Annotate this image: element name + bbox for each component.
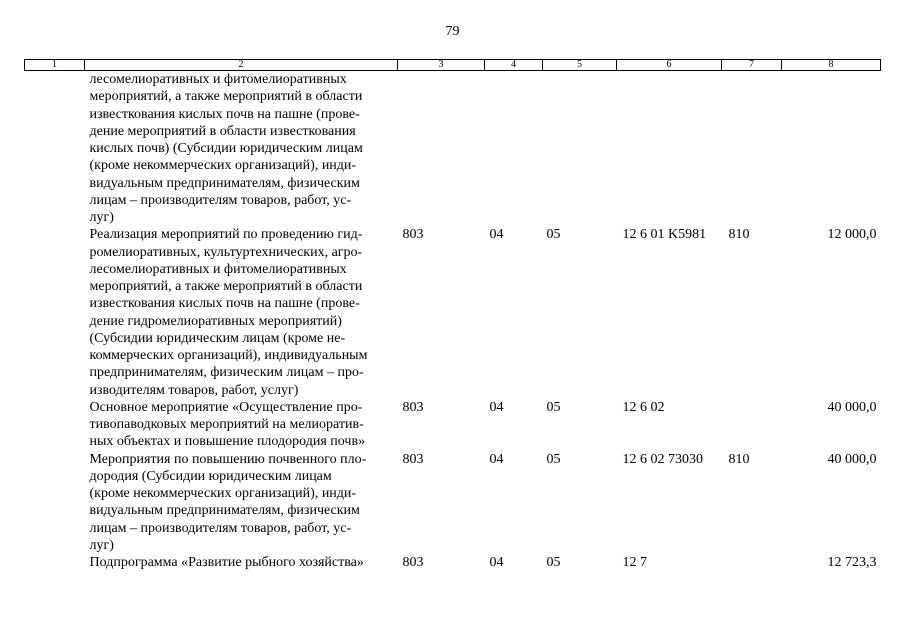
- column-header-8: 8: [782, 60, 881, 71]
- description-line: Подпрограмма «Развитие рыбного хозяйства»: [89, 555, 364, 570]
- amount-cell: [782, 71, 881, 227]
- description-line: мероприятий, а также мероприятий в области: [89, 279, 363, 294]
- subsection-code-cell: 05: [546, 451, 561, 467]
- description-line: предпринимателям, физическим лицам – про-: [89, 365, 364, 381]
- description-line: видуальным предпринимателям, физическим: [89, 503, 360, 519]
- table-body: [25, 71, 881, 572]
- row-number-cell: [25, 226, 85, 399]
- description-line: дение мероприятий в области известкования: [89, 123, 356, 139]
- description-line: лесомелиоративных и фитомелиоративных: [89, 261, 347, 277]
- table-row: [25, 226, 881, 399]
- description-line: дородия (Субсидии юридическим лицам: [89, 468, 332, 484]
- table-row: [25, 399, 881, 451]
- expense-type-cell: [722, 71, 782, 227]
- description-line: ных объектах и повышение плодородия почв»: [89, 434, 366, 450]
- row-number-cell: [25, 554, 85, 571]
- grbs-code-cell: 803: [402, 451, 424, 467]
- description-line: (кроме некоммерческих организаций), инди-: [89, 486, 357, 501]
- column-header-3: 3: [398, 60, 485, 71]
- section-code-cell: 04: [489, 451, 504, 467]
- description-line: мероприятий, а также мероприятий в области: [89, 89, 363, 105]
- description-line: известкования кислых почв на пашне (прове-: [89, 106, 360, 122]
- description-line: луг): [89, 537, 114, 553]
- table-row: [25, 71, 881, 227]
- description-line: (кроме некоммерческих организаций), инди-: [89, 158, 357, 174]
- description-line: видуальным предпринимателям, физическим: [89, 175, 360, 191]
- description-line: лицам – производителям товаров, работ, ус-: [89, 520, 352, 536]
- amount-cell: 12 000,0: [827, 227, 877, 243]
- target-article-cell: [617, 71, 722, 227]
- grbs-code-cell: 803: [402, 555, 424, 570]
- table-header: [25, 60, 881, 71]
- expense-type-cell: [722, 554, 782, 571]
- description-line: луг): [89, 210, 114, 225]
- subsection-code-cell: 05: [546, 227, 561, 243]
- row-number-cell: [25, 451, 85, 555]
- description-line: тивопаводковых мероприятий на мелиоратив-: [89, 417, 364, 432]
- row-description-cell: [85, 71, 398, 227]
- section-code-cell: 04: [489, 227, 504, 243]
- section-code-cell: 04: [489, 555, 504, 570]
- expense-type-cell: 810: [728, 227, 750, 243]
- description-line: кислых почв) (Субсидии юридическим лицам: [89, 141, 363, 156]
- description-line: коммерческих организаций), индивидуальным: [89, 348, 368, 363]
- grbs-code-cell: 803: [402, 399, 424, 415]
- table-row: [25, 451, 881, 555]
- row-description-cell: [85, 451, 398, 555]
- description-line: известкования кислых почв на пашне (прове-: [89, 296, 360, 312]
- column-header-6: 6: [617, 60, 722, 71]
- description-line: Мероприятия по повышению почвенного пло-: [89, 451, 367, 467]
- target-article-cell: 12 6 01 K5981: [622, 227, 707, 243]
- description-line: (Субсидии юридическим лицам (кроме не-: [89, 330, 346, 346]
- amount-cell: 40 000,0: [827, 451, 877, 467]
- section-code-cell: [485, 71, 543, 227]
- description-line: дение гидромелиоративных мероприятий): [89, 313, 342, 329]
- target-article-cell: 12 6 02 73030: [622, 451, 703, 467]
- description-line: Реализация мероприятий по проведению гид-: [89, 227, 363, 243]
- table-row: [25, 554, 881, 571]
- row-description-cell: [85, 554, 398, 571]
- expense-type-cell: 810: [728, 451, 750, 467]
- description-line: ромелиоративных, культуртехнических, агро-: [89, 244, 363, 260]
- page-number: 79: [445, 24, 460, 39]
- column-header-7: 7: [722, 60, 782, 71]
- column-header-1: 1: [25, 60, 85, 71]
- row-number-cell: [25, 71, 85, 227]
- row-description-cell: [85, 226, 398, 399]
- subsection-code-cell: 05: [546, 399, 561, 415]
- row-description-cell: [85, 399, 398, 451]
- description-line: лицам – производителям товаров, работ, ус-: [89, 192, 352, 208]
- grbs-code-cell: 803: [402, 227, 424, 243]
- target-article-cell: 12 6 02: [622, 399, 665, 415]
- subsection-code-cell: [543, 71, 617, 227]
- column-header-4: 4: [485, 60, 543, 71]
- column-header-2: 2: [85, 60, 398, 71]
- description-line: лесомелиоративных и фитомелиоративных: [89, 72, 347, 87]
- subsection-code-cell: 05: [546, 555, 561, 570]
- amount-cell: 12 723,3: [827, 555, 877, 570]
- expense-type-cell: [722, 399, 782, 451]
- amount-cell: 40 000,0: [827, 399, 877, 415]
- section-code-cell: 04: [489, 399, 504, 415]
- description-line: изводителям товаров, работ, услуг): [89, 382, 299, 398]
- row-number-cell: [25, 399, 85, 451]
- header-row: [25, 60, 881, 71]
- column-header-5: 5: [543, 60, 617, 71]
- target-article-cell: 12 7: [622, 555, 647, 570]
- budget-table: [24, 59, 881, 571]
- grbs-code-cell: [398, 71, 485, 227]
- description-line: Основное мероприятие «Осуществление про-: [89, 399, 363, 415]
